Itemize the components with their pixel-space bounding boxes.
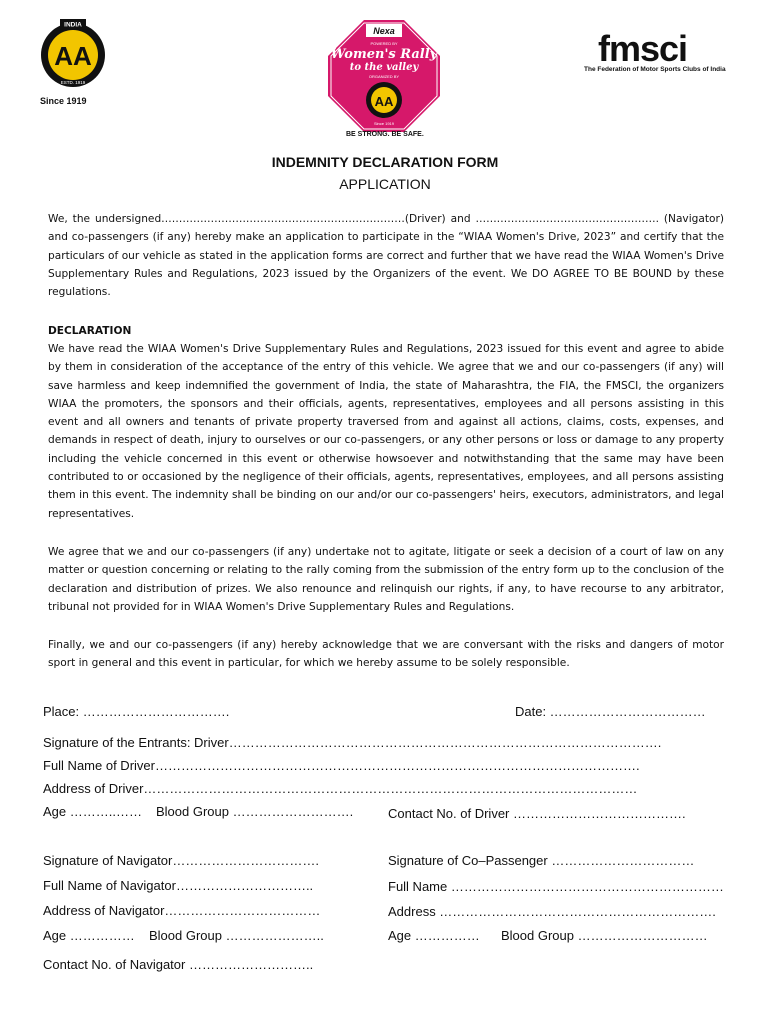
finally-paragraph: Finally, we and our co-passengers (if any) hereby acknowledge that we are conversant with the risks and dangers of motor sport in general and this event in particular, for which we hereby assume to be solely responsible.: [48, 639, 724, 670]
full-name-driver-field[interactable]: Full Name of Driver………………………………………………………………………………………………….: [43, 758, 640, 773]
rally-aa-letters: AA: [374, 94, 394, 109]
declaration-paragraph: We have read the WIAA Women's Drive Supplementary Rules and Regulations, 2023 issued for this event and agree to abide by them in consideration of the acceptance of the entry of this vehicle. We agree that we and our co-passengers (if any) will save harmless and keep indemnified the government of India, the state of Maharashtra, the FIA, the FMSCI, the organizers WIAA the promoters, the sponsors and their officials, agents, representatives, employees and all persons assisting in this event and all owners and tenants of private property traversed from and against all actions, claims, costs, expenses, and demands in respect of death, injury to ourselves or our co-passengers, or any other persons or loss or damage to any property including the vehicle concerned in this event or otherwise howsoever and notwithstanding that the same may have been contributed to or occasioned by the negligence of their officials, agents, representatives, employees, and all persons assisting them in this event. The indemnity shall be binding on our and/or our co-passengers' heirs, executors, administrators, and legal representatives.: [48, 343, 724, 520]
since-1919-caption: Since 1919: [40, 96, 87, 106]
address-driver-field[interactable]: Address of Driver……………………………………………………………………………………………………: [43, 781, 638, 796]
address-copassenger-field[interactable]: Address ……………………………………………………….: [388, 904, 716, 919]
contact-driver-field[interactable]: Contact No. of Driver ………………………………….: [388, 806, 686, 821]
declaration-heading: DECLARATION: [48, 325, 132, 337]
rally-powered-by: POWERED BY: [370, 41, 398, 46]
blood-group-navigator-field[interactable]: Blood Group …………………..: [149, 928, 324, 943]
intro-paragraph: We, the undersigned……………………………………………………………(Driver) and ……………………………………………. (Navigator) and co-passengers (if any) hereby make an application to participate in the “WIAA Women's Drive, 2023” and certify that the particulars of our vehicle as stated in the application forms are correct and further that we have read the WIAA Women's Drive Supplementary Rules and Regulations, 2023 issued by the Organizers of the event. We DO AGREE TO BE BOUND by these regulations.: [48, 213, 724, 299]
aa-logo-estd: ESTD. 1919: [60, 80, 86, 85]
address-navigator-field[interactable]: Address of Navigator………………………………: [43, 903, 321, 918]
rally-organized-by: ORGANIZED BY: [368, 74, 400, 79]
rally-title-line1: Women's Rally: [330, 47, 438, 62]
aa-logo-letters: AA: [54, 41, 92, 71]
womens-rally-logo: [326, 18, 442, 134]
agree-paragraph: We agree that we and our co-passengers (if any) undertake not to agitate, litigate or seek a decision of a court of law on any matter or question concerning or relating to the rally coming from the submission of the entry form up to the conclusion of the declaration and distribution of prizes. We also renounce and relinquish our rights, if any, to have recourse to any arbitrator, tribunal not provided for in WIAA Women's Drive Supplementary Rules and Regulations.: [48, 546, 724, 613]
aa-logo-india: INDIA: [64, 21, 82, 29]
full-name-navigator-field[interactable]: Full Name of Navigator…………………………..: [43, 878, 314, 893]
tagline: BE STRONG. BE SAFE.: [346, 131, 424, 138]
age-driver-field[interactable]: Age ………..……: [43, 804, 142, 819]
fmsci-logo: fmsci: [598, 28, 688, 69]
signature-copassenger-field[interactable]: Signature of Co–Passenger ……………………………: [388, 853, 695, 868]
nexa-sponsor-text: Nexa: [373, 26, 395, 36]
rally-title-line2: to the valley: [349, 62, 419, 73]
contact-navigator-field[interactable]: Contact No. of Navigator ………………………..: [43, 957, 314, 972]
fmsci-subtitle: The Federation of Motor Sports Clubs of India: [584, 66, 726, 73]
signature-driver-field[interactable]: Signature of the Entrants: Driver……………………………………………………………………………………….: [43, 735, 662, 750]
age-navigator-field[interactable]: Age ……………: [43, 928, 135, 943]
form-subtitle: APPLICATION: [339, 176, 431, 192]
blood-group-copassenger-field[interactable]: Blood Group …………………………: [501, 928, 708, 943]
signature-navigator-field[interactable]: Signature of Navigator…………………………….: [43, 853, 319, 868]
blood-group-driver-field[interactable]: Blood Group ……………………….: [156, 804, 354, 819]
full-name-copassenger-field[interactable]: Full Name ………………………………………………………: [388, 879, 724, 894]
place-field[interactable]: Place: …………………………….: [43, 704, 230, 719]
date-field[interactable]: Date: ………………………………: [515, 704, 706, 719]
form-title: INDEMNITY DECLARATION FORM: [271, 154, 499, 170]
aa-india-logo: [38, 18, 108, 88]
rally-since: Since 1919: [373, 121, 395, 126]
age-copassenger-field[interactable]: Age ……………: [388, 928, 480, 943]
